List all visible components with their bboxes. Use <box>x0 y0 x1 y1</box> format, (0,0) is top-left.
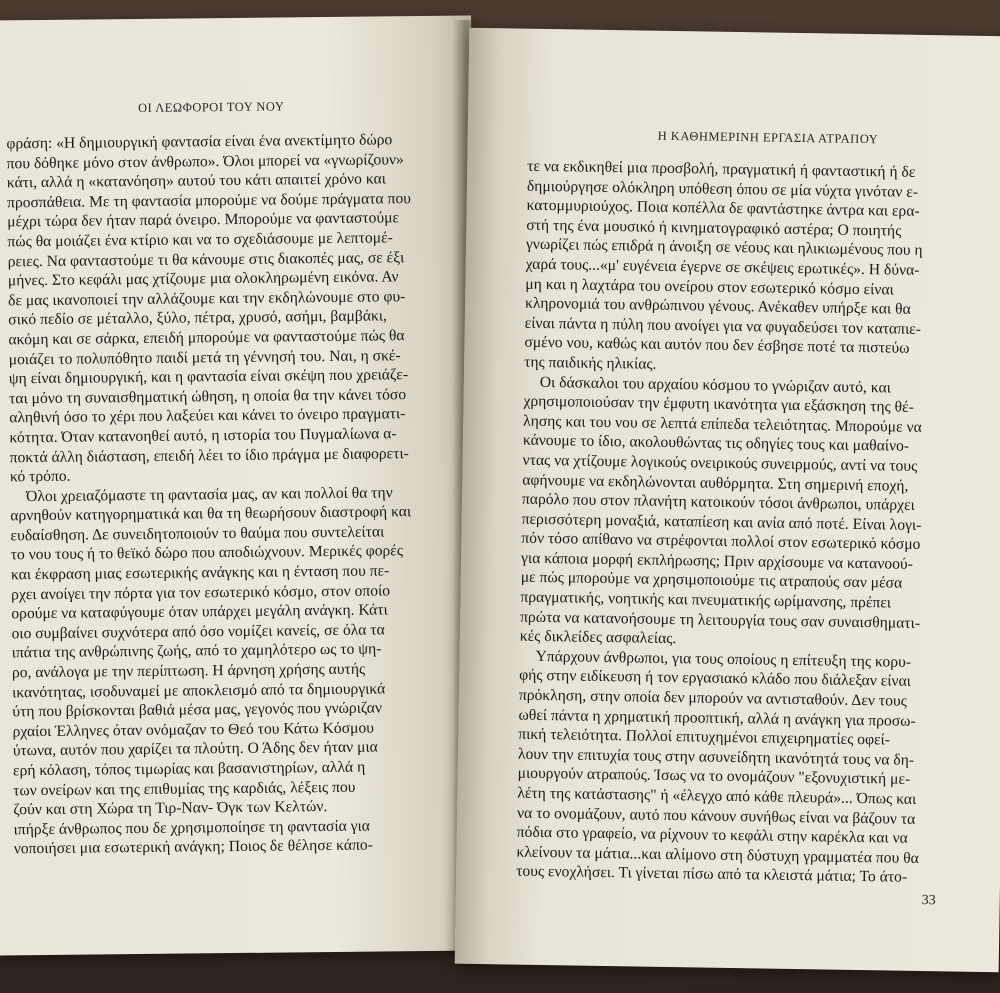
text-line: Όλοι χρειαζόμαστε τη φαντασία μας, αν και πολλοί θα την <box>26 484 393 505</box>
text-line: λέτη της κατάστασης" ή «έλεγχο από κάθε πλευρά»... Όπως και <box>517 784 917 808</box>
text-line: ορούμε να καταφύγουμε όταν υπάρχει μεγάλη ανάγκη. Κάτι <box>11 601 388 623</box>
text-line: γνωρίζει πώς επιδρά η άνοιξη σε νέους και ηλικιωμένους που η <box>525 236 923 260</box>
text-line: δημιούργησε ολόκληρη υπόθεση όπου σε μία νύχτα γινόταν ε- <box>526 177 919 201</box>
text-line: μοιάζει το πολυπόθητο παιδί μετά τη γέννησή του. Ναι, η σκέ- <box>8 346 401 368</box>
text-line: αφήνουμε να εκδηλώνονται αυθόρμητα. Στη σημερινή εποχή, <box>522 471 909 495</box>
text-line: να το ονομάζουν, αυτό που κάνουν συνήθως είναι να βάζουν τα <box>516 804 916 828</box>
text-line: πρώτα να κατανοήσουμε τη λειτουργία τους σαν συναισθηματι- <box>520 608 921 632</box>
text-line: ευδαίσθηση. Δε συνειδητοποιούν το θαύμα που συντελείται <box>10 523 385 545</box>
text-line: σμένο νου, καθώς και αυτόν που δεν έσβησε ποτέ τα πιστεύω <box>524 334 910 358</box>
text-line: ντας να χτίζουμε λογικούς ονειρικούς συνειρμούς, αντί να τους <box>522 451 918 475</box>
text-line: χαρά τους...«μ' ευγένεια έγερνε σε σκέψεις ερωτικές». Η δύνα- <box>525 255 920 279</box>
text-line: Οι δάσκαλοι του αρχαίου κόσμου το γνώριζαν αυτό, και <box>539 373 892 396</box>
text-line: ωθεί πάντα η χρηματική προοπτική, αλλά η ανάγκη για προσω- <box>518 706 916 730</box>
text-line: κότητα. Όταν κατανοηθεί αυτό, η ιστορία του Πυγμαλίωνα α- <box>9 425 397 447</box>
text-line: οιο συμβαίνει συχνότερα από όσο νομίζει κανείς, σε όλα τα <box>11 621 385 643</box>
text-line: πική τελειότητα. Πολλοί επιτυχημένοι επιχειρηματίες οφεί- <box>518 725 891 749</box>
text-line: Υπάρχουν άνθρωποι, για τους οποίους η επίτευξη της κορυ- <box>535 647 912 671</box>
left-running-head: ΟΙ ΛΕΩΦΟΡΟΙ ΤΟΥ ΝΟΥ <box>137 99 285 115</box>
text-line: πόν τόσο απίθανο να στρέφονται πολλοί στον εσωτερικό κόσμο <box>521 529 921 554</box>
text-line: ερή κόλαση, τόπος τιμωρίας και βασανιστηρίων, αλλά η <box>12 758 366 780</box>
text-line: στή της ένα μουσικό ή κινηματογραφικό αστέρα; Ο ποιητής <box>526 216 902 240</box>
text-line: το νου τους ή το θεϊκό δώρο που αποδιώχνουν. Μερικές φορές <box>10 542 404 564</box>
text-line: ψη είναι δημιουργική, και η φαντασία είναι σκέψη που χρειάζε- <box>8 366 409 388</box>
text-line: προσπάθεια. Με τη φαντασία μπορούμε να δούμε πράγματα που <box>6 189 412 212</box>
text-line: ικανότητας, ισοδυναμεί με αποκλεισμό από τα δημιουργικά <box>12 680 386 701</box>
text-line: πρόκληση, στην οποία δεν μπορούν να αντισταθούν. Δεν τους <box>518 686 907 710</box>
page-number: 33 <box>921 892 936 909</box>
text-line: νοποιήσει μια εσωτερική ανάγκη; Ποιος δε θέλησε κάπο- <box>13 836 373 858</box>
text-line: τε να εκδικηθεί μια προσβολή, πραγματική ή φανταστική ή δε <box>527 157 916 181</box>
text-line: ρχει ανοίγει την πόρτα για τον εσωτερικό κόσμο, στον οποίο <box>11 582 391 603</box>
text-line: ζούν και στη Χώρα τη Τιρ-Ναν- Όγκ των Κελτών. <box>13 798 328 819</box>
text-line: των ονείρων και της επιθυμίας της καρδιάς, λέξεις που <box>13 778 356 799</box>
text-line: ται μόνο τη συναισθηματική ώθηση, η οποία θα την κάνει τόσο <box>8 385 407 408</box>
text-line: και έκφραση μιας εσωτερικής ανάγκης και η ένταση που πε- <box>10 562 390 584</box>
text-line: ύτη που βρίσκονται βαθιά μέσα μας, γεγονός που γνώριζαν <box>12 699 383 721</box>
text-line: ρειες. Να φανταστούμε τι θα κάνουμε στις διακοπές μας, σε έξι <box>7 248 405 270</box>
right-page-body <box>516 157 985 889</box>
text-line: με πώς μπορούμε να χρησιμοποιούμε τις ατραπούς σαν μέσα <box>520 569 903 593</box>
text-line: κάνουμε το ίδιο, ακολουθώντας τις οδηγίες τους και μαθαίνο- <box>522 431 910 456</box>
text-line: αρνηθούν κατηγορηματικά και θα τη θεωρήσουν διαστροφή και <box>10 503 412 525</box>
text-line: τους ενοχλήσει. Τι γίνεται πίσω από τα κλειστά μάτια; Το άτο- <box>516 862 908 887</box>
text-line: μήνες. Στο κεφάλι μας χτίζουμε μια ολοκληρωμένη εικόνα. Αν <box>7 268 399 290</box>
text-line: που δόθηκε μόνο στον άνθρωπο». Όλοι μπορεί να «γνωρίζουν» <box>6 150 404 172</box>
left-page-body <box>6 130 434 859</box>
text-line: της παιδικής ηλικίας. <box>524 353 657 373</box>
text-line: δε μας ικανοποιεί την αλλάζουμε και την εκδηλώνουμε στο φυ- <box>7 287 406 310</box>
text-line: ρο, ανάλογα με την περίπτωση. Η άρνηση χρήσης αυτής <box>11 660 366 682</box>
text-line: ιπάτια της ανθρώπινης ζωής, από το χαμηλότερο ως το ψη- <box>11 640 382 662</box>
text-line: μιουργούν ατραπούς. Ίσως να το ονομάζουν "εξονυχιστική με- <box>517 765 911 789</box>
text-line: μη και η λαχτάρα του ονείρου στον εσωτερικό κόσμο είναι <box>525 275 894 299</box>
text-line: πόδια στο γραφείο, να ρίχνουν το κεφάλι στην καρέκλα και να <box>516 823 908 847</box>
text-line: κό τρόπο. <box>9 467 71 486</box>
text-line: περισσότερη μοναξιά, καταπίεση και ανία από ποτέ. Είναι λογι- <box>521 510 922 534</box>
text-line: φράση: «Η δημιουργική φαντασία είναι ένα ανεκτίμητο δώρο <box>6 131 393 153</box>
text-line: ύτωνα, αυτόν που χαρίζει τα πλούτη. Ο Άδης δεν ήταν μια <box>12 738 378 760</box>
text-line: λησης και του νου σε λεπτά επίπεδα τελειότητας. Μπορούμε να <box>523 412 922 436</box>
text-line: ρχαίοι Έλληνες όταν ονόμαζαν το Θεό του Κάτω Κόσμου <box>12 719 375 741</box>
text-line: σικό πεδίο σε μέταλλο, ξύλο, πέτρα, χρυσό, ασήμι, βαμβάκι, <box>8 307 388 329</box>
text-line: λουν την επιτυχία τους στην ασυνείδητη ικανότητά τους να δη- <box>517 745 915 769</box>
text-line: παρόλο που στον πλανήτη κατοικούν τόσοι άνθρωποι, υπάρχει <box>521 490 915 514</box>
left-page <box>0 15 481 955</box>
text-line: κλείνουν τα μάτια...και αλίμονο στη δύστυχη γραμματέα που θα <box>516 843 919 867</box>
text-line: ακόμη και σε σάρκα, επειδή μπορούμε να φανταστούμε πώς θα <box>8 327 405 349</box>
text-line: για κάποια μορφή εκπλήρωσης; Πριν αρχίσουμε να κατανοού- <box>520 549 913 573</box>
text-line: μέχρι τώρα δεν ήταν παρά όνειρο. Μπορούμε να φανταστούμε <box>7 209 400 231</box>
text-line: κές δικλείδες ασφαλείας. <box>519 627 677 648</box>
text-line: χρησιμοποιούσαν την έμφυτη ικανότητα για εξάσκηση της θέ- <box>523 392 914 416</box>
text-line: κληρονομιά του ανθρώπινου γένους. Ανέκαθεν υπήρξε και θα <box>524 294 911 318</box>
text-line: πώς θα μοιάζει ένα κτίριο και να το σχεδιάσουμε με λεπτομέ- <box>7 229 393 251</box>
right-page <box>455 28 1000 972</box>
text-line: φής στην ειδίκευση ή τον εργασιακό κλάδο που διάλεξαν είναι <box>519 667 912 691</box>
text-line: αληθινή όσο το χέρι που λαξεύει και κάνει το όνειρο πραγματι- <box>9 405 406 427</box>
text-line: κάτι, αλλά η «κατανόηση» αυτού του κάτι απαιτεί χρόνο και <box>6 170 386 192</box>
text-line: ποκτά άλλη διάσταση, επειδή λέει το ίδιο πράγμα με διαφορετι- <box>9 444 409 466</box>
text-line: κατομμυριούχος. Ποια κοπέλλα δε φαντάστηκε άντρα και ερα- <box>526 196 920 221</box>
right-running-head: Η ΚΑΘΗΜΕΡΙΝΗ ΕΡΓΑΣΙΑ ΑΤΡΑΠΟΥ <box>657 128 879 147</box>
text-line: είναι πάντα η πύλη που ανοίγει για να φυγαδεύσει τον καταπιε- <box>524 314 922 338</box>
text-line: ιπήρξε άνθρωπος που δε χρησιμοποίησε τη φαντασία για <box>13 817 371 839</box>
text-line: πραγματικής, νοητικής και πνευματικής ωρίμανσης, πρέπει <box>520 588 892 612</box>
